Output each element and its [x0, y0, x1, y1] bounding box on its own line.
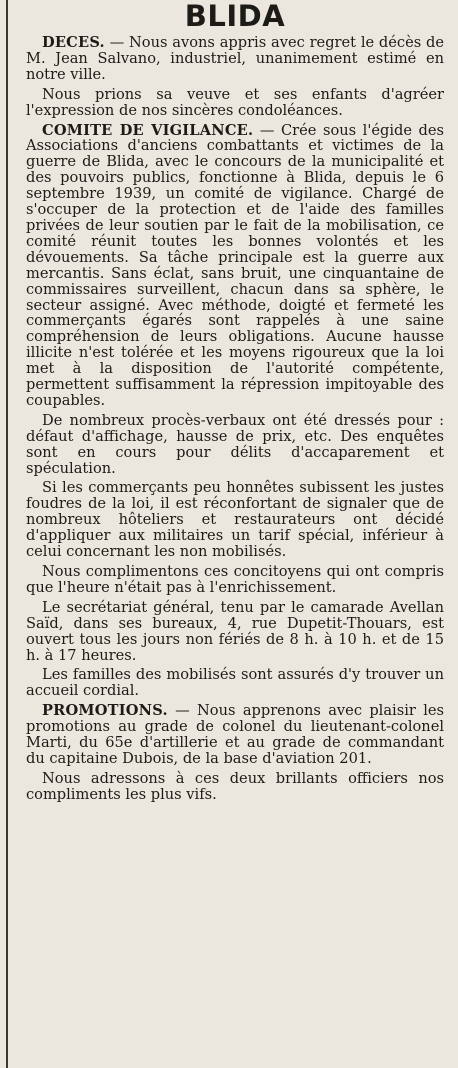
rubric-deces: DECES. — [42, 34, 105, 51]
paragraph-text: Le secrétariat général, tenu par le camarade Avellan Saïd, dans ses bureaux, 4, rue Dupetit-Thouars, est ouvert tous les jours non fériés de 8 h. à 10 h. et de 15 h. à 17 heures. — [26, 598, 444, 664]
paragraph-comite-vigilance — [26, 123, 444, 409]
paragraph-text: Les familles des mobilisés sont assurés d'y trouver un accueil cordial. — [26, 666, 444, 700]
paragraph-text: Nous adressons à ces deux brillants officiers nos compliments les plus vifs. — [26, 769, 444, 803]
paragraph-text: De nombreux procès-verbaux ont été dressés pour : défaut d'affichage, hausse de prix, etc. Des enquêtes sont en cours pour délits d'accaparement et spéculation. — [26, 411, 444, 477]
paragraph-familles — [26, 667, 444, 699]
paragraph-secretariat — [26, 600, 444, 664]
paragraph-text: Si les commerçants peu honnêtes subissent les justes foudres de la loi, il est réconfortant de signaler que de nombreux hôteliers et restaurateurs ont décidé d'appliquer aux militaires un tarif spécial, inférieur à celui concernant les non mobilisés. — [26, 479, 444, 561]
paragraph-proces-verbaux — [26, 413, 444, 477]
paragraph-text: — Crée sous l'égide des Associations d'anciens combattants et victimes de la guerre de Blida, avec le concours de la municipalité et des pouvoirs publics, fonctionne à Blida, depuis le 6 septembre 1939, un comité de vigilance. Chargé de s'occuper de la protection et de l'aide des familles privées de leur soutien par le fait de la mobilisation, ce comité réunit toutes les bonnes volontés et les dévouements. Sa tâche principale est la guerre aux mercantis. Sans éclat, sans bruit, une cinquantaine de commissaires surveillent, chacun dans sa sphère, le secteur assigné. Avec méthode, doigté et fermeté les commerçants égarés sont rappelés à une saine compréhension de leurs obligations. Aucune hausse illicite n'est tolérée et les moyens rigoureux que la loi met à la disposition de l'autorité compétente, permettent suffisamment la répression impitoyable des coupables. — [26, 121, 445, 409]
paragraph-text: Nous complimentons ces concitoyens qui ont compris que l'heure n'était pas à l'enrichissement. — [26, 563, 444, 596]
paragraph-promotions — [26, 703, 444, 767]
paragraph-compliments — [26, 564, 444, 596]
article-body — [26, 35, 444, 803]
column-rule — [6, 0, 8, 1068]
rubric-promotions: PROMOTIONS. — [42, 702, 168, 720]
article-title: BLIDA — [184, 0, 286, 33]
paragraph-condoleances — [26, 87, 444, 119]
paragraph-text: — Nous avons appris avec regret le décès de M. Jean Salvano, industriel, unanimement estimé en notre ville. — [26, 34, 444, 83]
paragraph-commercants — [26, 480, 444, 560]
paragraph-text: Nous prions sa veuve et ses enfants d'agréer l'expression de nos sincères condoléances. — [26, 85, 444, 119]
paragraph-deces — [26, 35, 444, 83]
paragraph-text: — Nous apprenons avec plaisir les promotions au grade de colonel du lieutenant-colonel Marti, du 65e d'artillerie et au grade de commandant du capitaine Dubois, de la base d'aviation 201. — [26, 702, 444, 767]
paragraph-officiers — [26, 771, 444, 803]
rubric-comite-vigilance: COMITE DE VIGILANCE. — [42, 121, 254, 139]
